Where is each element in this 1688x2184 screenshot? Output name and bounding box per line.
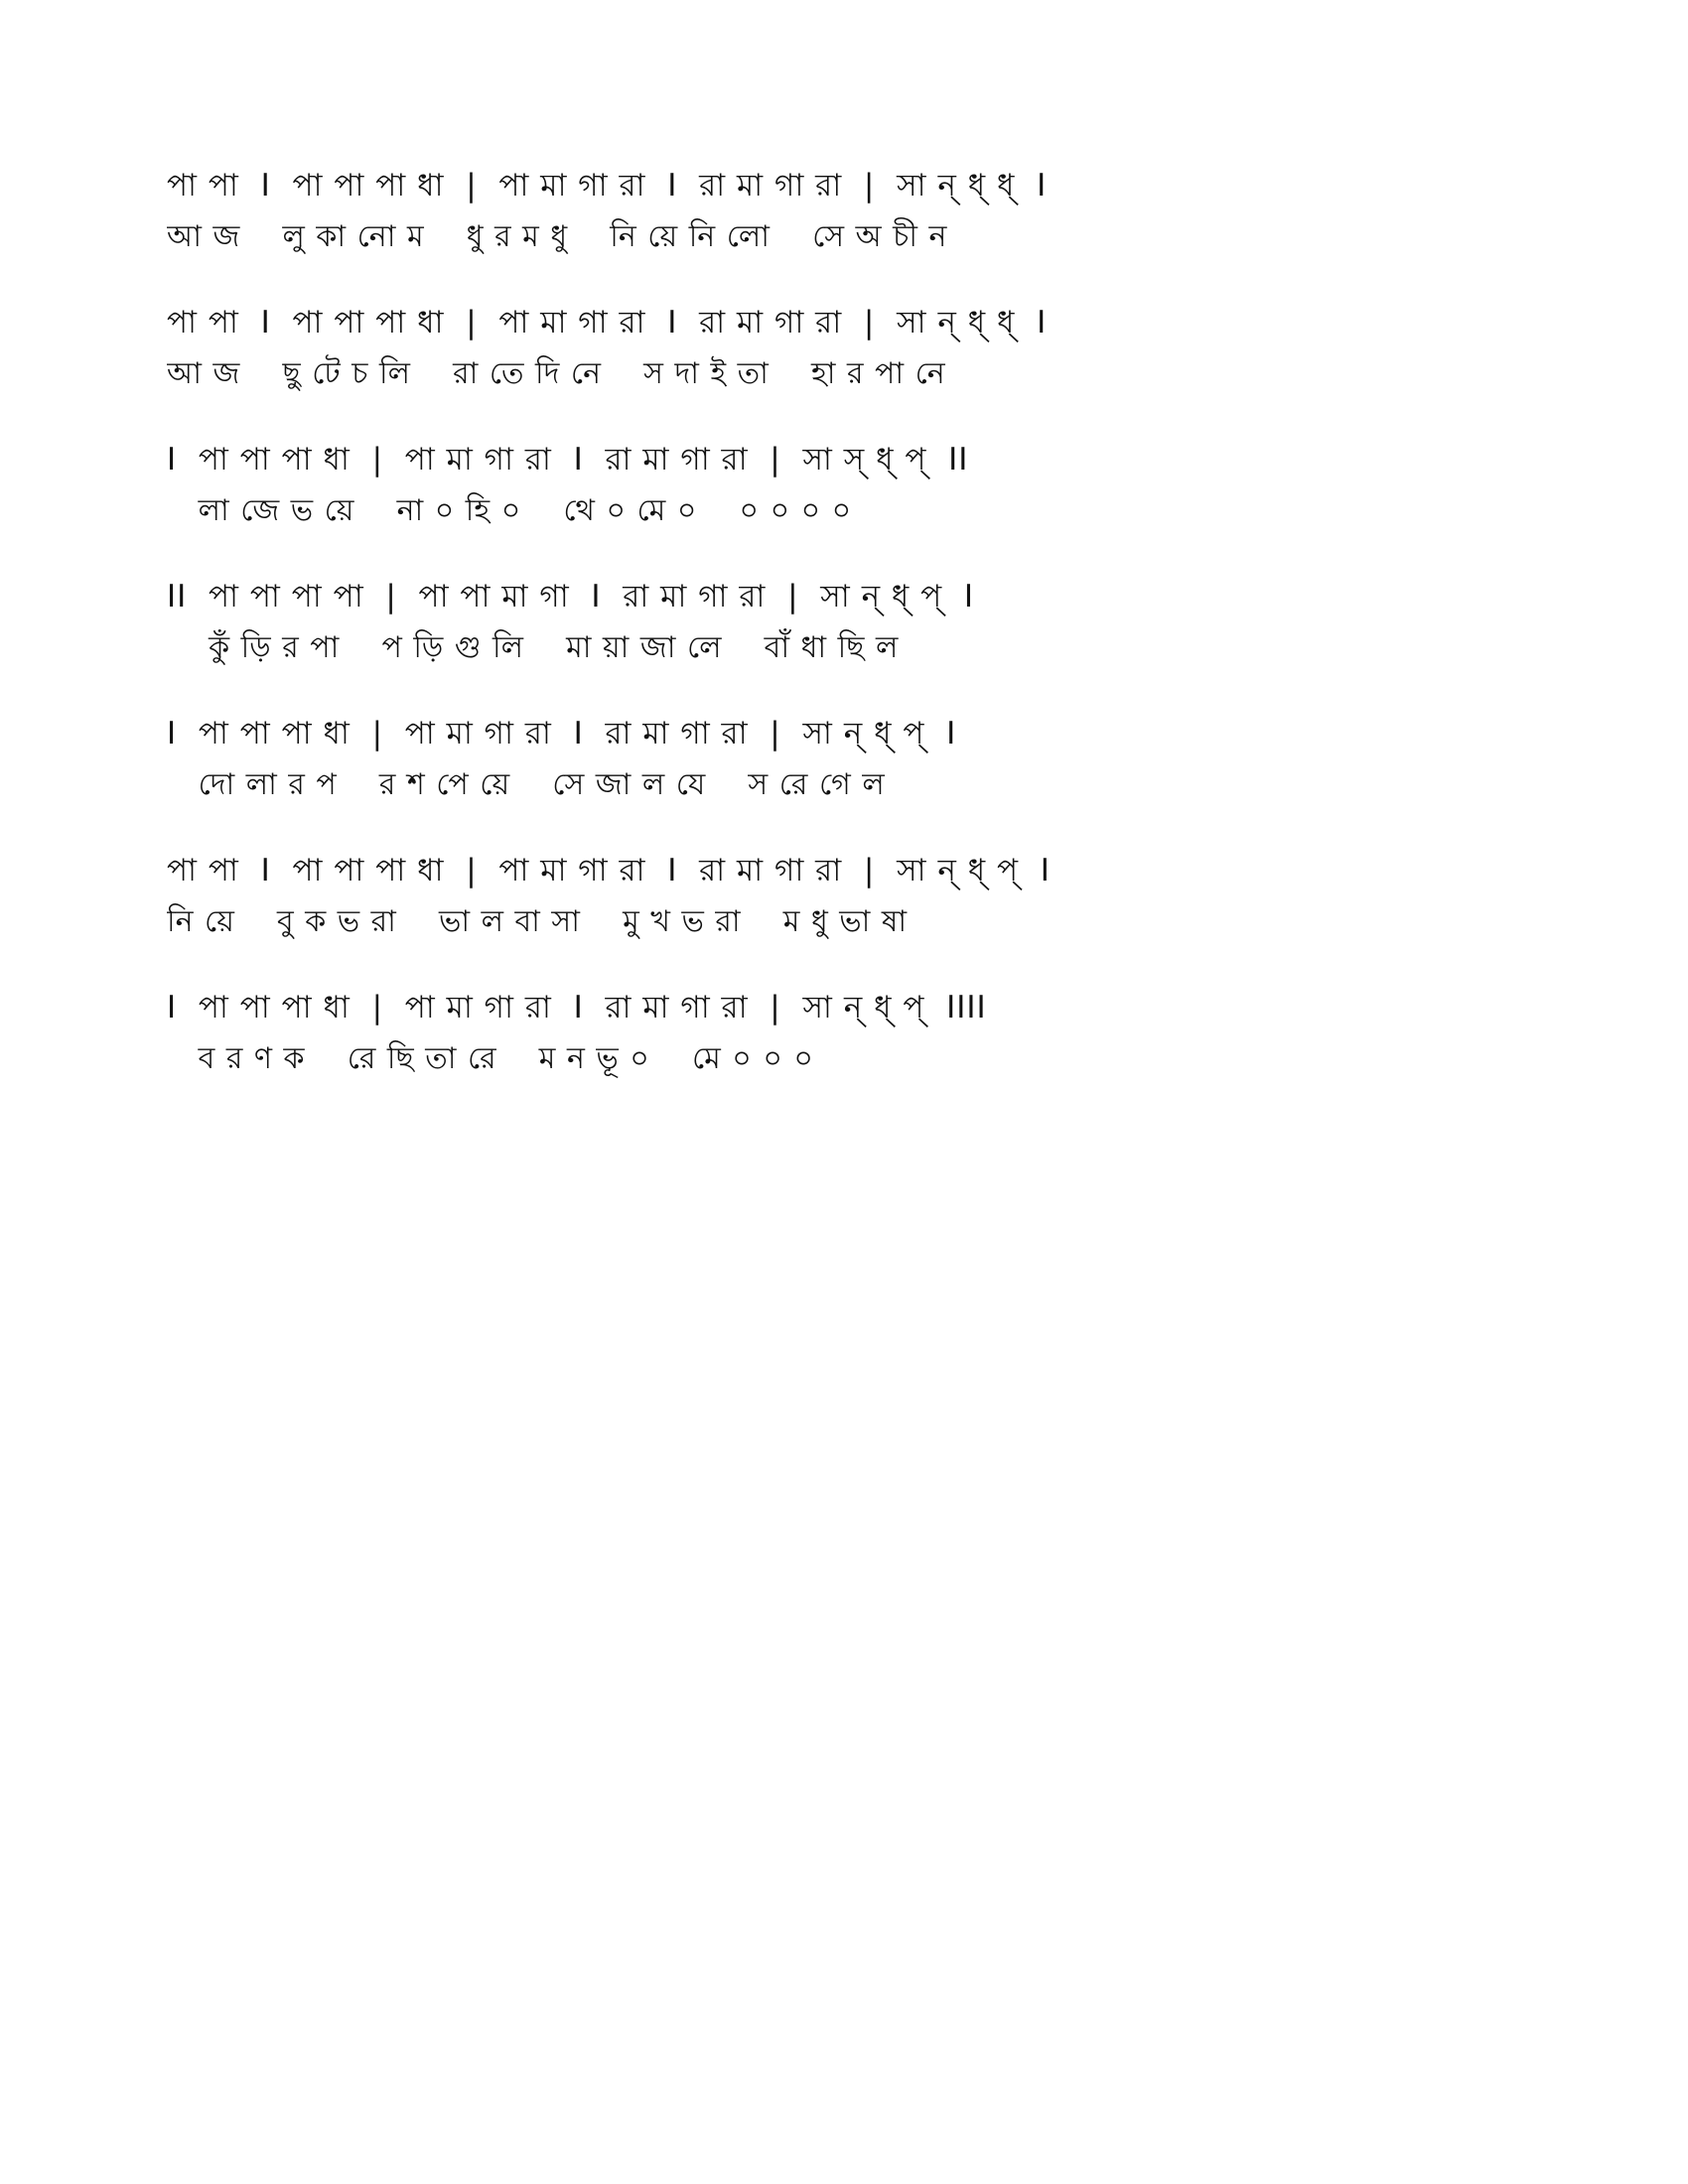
notation-system	[167, 437, 1497, 546]
notation-line: II পা পা পা পা | পা পা মা গা I রা মা গা রা | সা ন্ ধ্ প্ I	[167, 579, 975, 614]
lyric-line: আ জ ছু টে চ লি রা তে দি নে স দা ই তা হা র পা নে	[167, 356, 946, 391]
notation-system	[167, 985, 1497, 1094]
notation-line: পা পা I পা পা পা ধা | পা মা গা রা I রা মা গা রা | সা ন্ ধ্ প্ I	[167, 853, 1051, 888]
notation-line: I পা পা পা ধা | পা মা গা রা I রা মা গা রা | সা ন্ ধ্ প্ I	[167, 716, 957, 751]
lyric-line: নি য়ে বু ক ভ রা ভা ল বা সা মু খ ভ রা ম ধু ভা ষা	[167, 904, 909, 939]
notation-system	[167, 300, 1497, 409]
lyric-line: কুঁ ড়ি র পা প ড়ি গু লি মা য়া জা লে বাঁ ধা ছি ল	[167, 630, 900, 665]
notation-line: I পা পা পা ধা | পা মা গা রা I রা মা গা রা | সা ন্ ধ্ প্ IIII	[167, 990, 987, 1025]
notation-system	[167, 711, 1497, 820]
notation-line: I পা পা পা ধা | পা মা গা রা I রা মা গা রা | সা স্ ধ্ প্ II	[167, 442, 969, 478]
notation-line: পা পা I পা পা পা ধা | পা মা গা রা I রা মা গা রা | সা ন্ ধ্ ধ্ I	[167, 305, 1048, 341]
lyric-line: ব র ণ ক রে ছি তা রে ম ন ভূ ০ মে ০ ০ ০	[167, 1041, 814, 1076]
notation-line: পা পা I পা পা পা ধা | পা মা গা রা I রা মা গা রা | সা ন্ ধ্ ধ্ I	[167, 168, 1048, 204]
lyric-line: আ জ লু কা নো ম ধু র ম ধু নি য়ে নি লো সে অ চী ন	[167, 219, 948, 254]
lyric-line: লা জে ভ য়ে না ০ হি ০ থে ০ মে ০ ০ ০ ০ ০	[167, 493, 853, 528]
notation-system	[167, 848, 1497, 957]
notation-system	[167, 574, 1497, 683]
notation-system	[167, 163, 1497, 272]
lyric-line: দো লা র প র শ পে য়ে সে জা ল যে স রে গে ল	[167, 767, 886, 802]
